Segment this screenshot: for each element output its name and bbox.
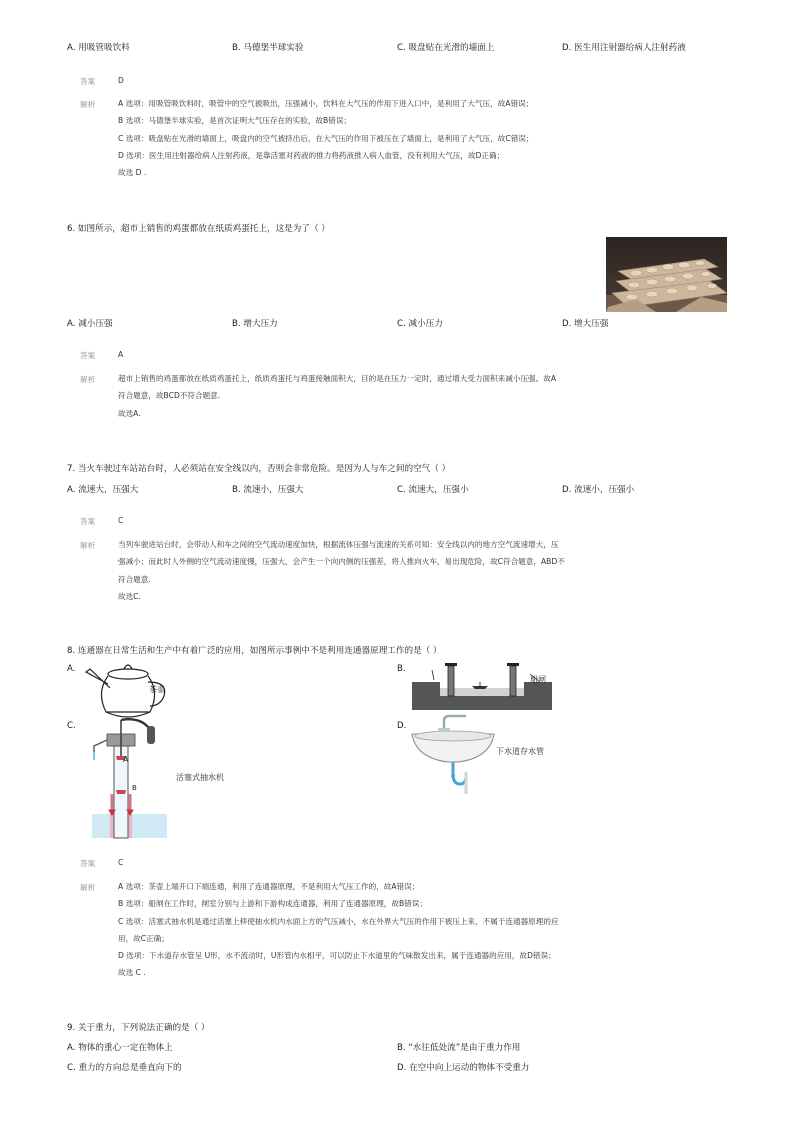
q5-analysis <box>118 95 533 181</box>
q7-option-c: C. 流速大，压强小 <box>397 485 469 495</box>
q7-answer: C <box>118 516 124 525</box>
q6-analysis <box>118 370 556 422</box>
q8-fig-label-teapot: 茶壶 <box>149 685 165 694</box>
q5-option-c: C. 吸盘贴在光滑的墙面上 <box>397 43 495 53</box>
q8-answer-label: 答案 <box>80 859 96 868</box>
q8-analysis-line: C 选项：活塞式抽水机是通过活塞上移使抽水机内水面上方的气压减小，水在外界大气压的作用下被压上来，不属于连通器原理的应 <box>118 916 559 926</box>
q8-fig-letter-d: D. <box>397 721 407 731</box>
q5-option-d: D. 医生用注射器给病人注射药液 <box>562 43 686 53</box>
q5-option-b: B. 马德堡半球实验 <box>232 43 304 53</box>
q5-analysis-line: A 选项：用吸管吸饮料时，吸管中的空气被吸出，压强减小，饮料在大气压的作用下进入口中，是利用了大气压，故A错误； <box>118 99 534 108</box>
q8-fig-letter-b: B. <box>397 664 406 674</box>
q7-analysis-line: 当列车驶进站台时，会带动人和车之间的空气流动速度加快，根据流体压强与流速的关系可知：安全线以内的地方空气流速增大，压 <box>118 540 559 549</box>
pump-mark-a: A <box>123 755 129 764</box>
egg-tray-image <box>606 237 727 312</box>
q5-analysis-line: 故选 D . <box>118 168 147 178</box>
q7-analysis-line: 故选C. <box>118 591 141 601</box>
q8-analysis-line: 故选 C . <box>118 968 146 978</box>
q8-answer: C <box>118 858 124 867</box>
q6-analysis-line: 符合题意，故BCD不符合题意. <box>118 391 221 401</box>
q5-option-a: A. 用吸管吸饮料 <box>67 43 130 53</box>
q6-option-b: B. 增大压力 <box>232 319 278 329</box>
ship-lock-figure <box>412 660 552 710</box>
q8-fig-label-sink: 下水道存水管 <box>496 747 544 756</box>
q8-fig-label-pump: 活塞式抽水机 <box>176 773 224 782</box>
q8-analysis-line: D 选项：下水道存水管呈 U形，水不流动时，U形管内水相平，可以防止下水道里的气味散发出来，属于连通器的应用，故D错误； <box>118 951 556 961</box>
q5-answer: D <box>118 76 124 85</box>
q6-stem: 6. 如图所示，超市上销售的鸡蛋都放在纸质鸡蛋托上，这是为了（ ） <box>67 224 330 234</box>
q9-option-d: D. 在空中向上运动的物体不受重力 <box>397 1063 530 1073</box>
q6-answer-label: 答案 <box>80 351 96 360</box>
q7-answer-label: 答案 <box>80 517 96 526</box>
q9-option-a: A. 物体的重心一定在物体上 <box>67 1043 173 1053</box>
q6-analysis-line: 超市上销售的鸡蛋都放在纸质鸡蛋托上，纸质鸡蛋托与鸡蛋接触面积大，目的是在压力一定时，通过增大受力面积来减小压强。故A <box>118 374 557 383</box>
q5-analysis-label: 解析 <box>80 100 96 109</box>
q8-analysis <box>118 878 559 982</box>
q6-option-a: A. 减小压强 <box>67 319 113 329</box>
pump-mark-b: B <box>132 784 137 792</box>
q9-stem: 9. 关于重力，下列说法正确的是（ ） <box>67 1023 210 1033</box>
q7-option-b: B. 流速小，压强大 <box>232 485 304 495</box>
q8-analysis-line: A 选项：茶壶上端开口下端连通，利用了连通器原理，不是利用大气压工作的，故A错误； <box>118 882 420 891</box>
q7-analysis <box>118 536 565 605</box>
q7-analysis-label: 解析 <box>80 541 96 550</box>
q6-analysis-label: 解析 <box>80 375 96 384</box>
q6-option-d: D. 增大压强 <box>562 319 609 329</box>
piston-pump-figure <box>92 716 172 842</box>
q7-stem: 7. 当火车驶过车站站台时，人必须站在安全线以内，否则会非常危险。是因为人与车之间的空气（ ） <box>67 464 451 474</box>
q8-analysis-line: 用，故C正确； <box>118 933 169 943</box>
q7-option-a: A. 流速大，压强大 <box>67 485 139 495</box>
q5-analysis-line: B 选项：马德堡半球实验，是首次证明大气压存在的实验，故B错误； <box>118 116 352 126</box>
q8-analysis-line: B 选项：船闸在工作时，闸室分别与上游和下游构成连通器，利用了连通器原理，故B错误； <box>118 899 427 909</box>
q8-fig-letter-c: C. <box>67 721 76 731</box>
q7-option-d: D. 流速小，压强小 <box>562 485 635 495</box>
q5-answer-label: 答案 <box>80 77 96 86</box>
q7-analysis-line: 强减小；而此时人外侧的空气流动速度慢，压强大，会产生一个向内侧的压强差，将人推向火车，易出现危险，故C符合题意，ABD不 <box>118 557 565 567</box>
q8-fig-label-ship-lock: 船闸 <box>530 675 546 684</box>
q6-option-c: C. 减小压力 <box>397 319 443 329</box>
q6-answer: A <box>118 350 124 359</box>
q8-fig-letter-a: A. <box>67 664 76 674</box>
q5-analysis-line: D 选项：医生用注射器给病人注射药液，是靠活塞对药液的推力将药液推入病人血管，没有利用大气压，故D正确； <box>118 150 505 160</box>
q5-analysis-line: C 选项：吸盘贴在光滑的墙面上，吸盘内的空气被挤出后，在大气压的作用下被压在了墙面上，是利用了大气压，故C错误； <box>118 133 534 143</box>
q9-option-b: B. “水往低处流”是由于重力作用 <box>397 1043 521 1053</box>
sink-trap-figure <box>408 712 498 794</box>
q9-option-c: C. 重力的方向总是垂直向下的 <box>67 1063 182 1073</box>
q8-stem: 8. 连通器在日常生活和生产中有着广泛的应用，如图所示事例中不是利用连通器原理工作的是（ ） <box>67 646 442 656</box>
q7-analysis-line: 符合题意. <box>118 574 151 584</box>
q6-analysis-line: 故选A. <box>118 408 141 418</box>
q8-analysis-label: 解析 <box>80 883 96 892</box>
